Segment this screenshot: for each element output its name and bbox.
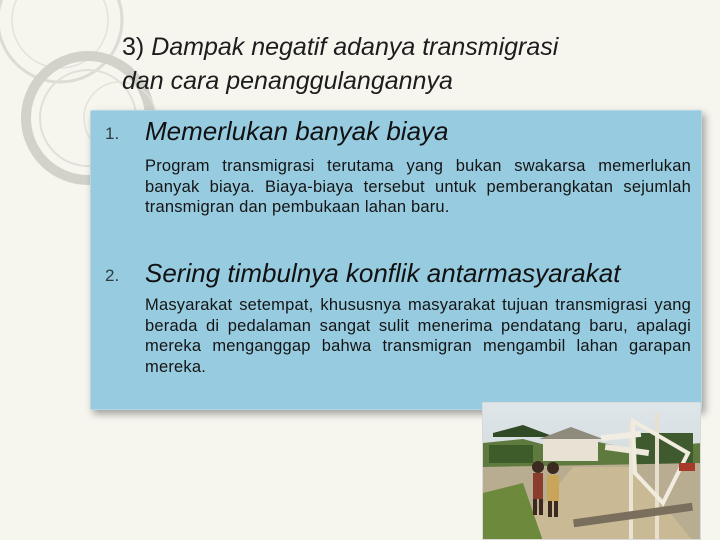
content-box bbox=[90, 110, 702, 410]
title-line1-text: Dampak negatif adanya transmigrasi bbox=[151, 33, 559, 61]
slide-title-line-2: dan cara penanggulangannya bbox=[122, 67, 453, 95]
item-1-body: Program transmigrasi terutama yang bukan swakarsa memerlukan banyak biaya. Biaya-biaya tersebut untuk pemberangkatan sejumlah transmigran dan pembukaan lahan baru. bbox=[145, 157, 691, 216]
item-1-heading: Memerlukan banyak biaya bbox=[145, 116, 449, 146]
item-2-number: 2. bbox=[105, 266, 120, 285]
slide-title-line-1 bbox=[122, 30, 702, 64]
item-2-body: Masyarakat setempat, khususnya masyarakat tujuan transmigrasi yang berada di pedalaman sangat sulit menerima pendatang baru, apalagi mereka menganggap bahwa transmigran mengambil lahan garapan mereka. bbox=[145, 296, 691, 376]
title-number: 3) bbox=[122, 33, 145, 61]
item-2-heading: Sering timbulnya konflik antarmasyarakat bbox=[145, 258, 621, 288]
photo-illustration bbox=[483, 403, 701, 540]
settlement-photo bbox=[482, 402, 701, 540]
slide-title bbox=[122, 30, 702, 98]
item-1-number: 1. bbox=[105, 124, 120, 143]
